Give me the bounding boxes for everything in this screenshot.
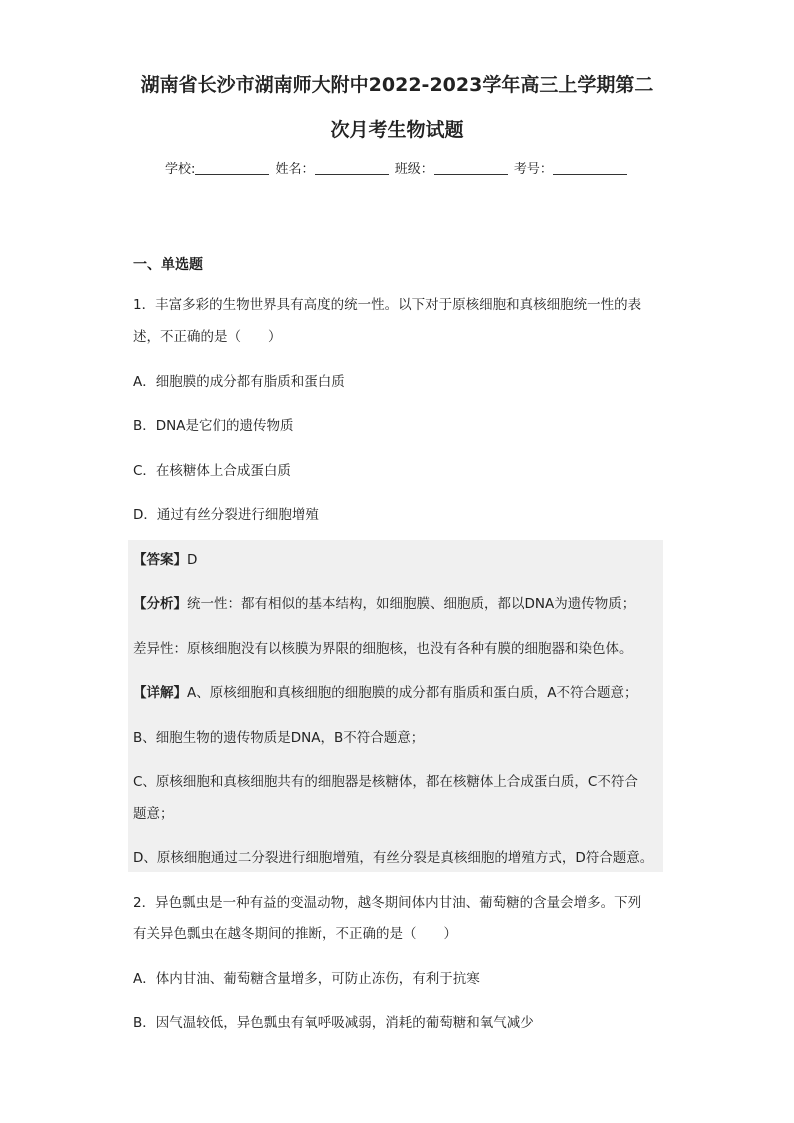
answer-explanation-box <box>128 540 663 872</box>
q1-detail-line-3: C、原核细胞和真核细胞共有的细胞器是核糖体，都在核糖体上合成蛋白质，C不符合 <box>133 774 638 790</box>
school-label: 学校: <box>165 162 196 177</box>
exam-number-blank[interactable] <box>553 162 627 175</box>
q1-option-c: C．在核糖体上合成蛋白质 <box>133 463 291 479</box>
q2-stem-line-1: 2．异色瓢虫是一种有益的变温动物，越冬期间体内甘油、葡萄糖的含量会增多。下列 <box>133 895 642 911</box>
name-label: 姓名： <box>275 162 315 177</box>
answer-value: D <box>187 552 198 568</box>
detail-tag: 【详解】 <box>133 685 187 701</box>
q2-stem-line-2: 有关异色瓢虫在越冬期间的推断，不正确的是（ ） <box>133 926 457 942</box>
q1-stem-line-2: 述，不正确的是（ ） <box>133 329 282 345</box>
class-blank[interactable] <box>434 162 508 175</box>
student-info-row <box>165 158 629 177</box>
q2-option-b: B．因气温较低，异色瓢虫有氧呼吸减弱，消耗的葡萄糖和氧气减少 <box>133 1015 534 1031</box>
exam-number-label: 考号： <box>513 162 553 177</box>
q1-detail-line-4: 题意； <box>133 806 174 822</box>
q1-answer-line <box>133 548 197 568</box>
q1-analysis-line-2: 差异性：原核细胞没有以核膜为界限的细胞核，也没有各种有膜的细胞器和染色体。 <box>133 641 633 657</box>
answer-tag: 【答案】 <box>133 552 187 568</box>
section-heading: 一、单选题 <box>133 257 203 273</box>
q1-stem-line-1: 1．丰富多彩的生物世界具有高度的统一性。以下对于原核细胞和真核细胞统一性的表 <box>133 297 642 313</box>
q1-option-d: D．通过有丝分裂进行细胞增殖 <box>133 507 319 523</box>
q1-detail-line-2: B、细胞生物的遗传物质是DNA，B不符合题意； <box>133 730 425 746</box>
q2-option-a: A．体内甘油、葡萄糖含量增多，可防止冻伤，有利于抗寒 <box>133 971 480 987</box>
detail-text-1: A、原核细胞和真核细胞的细胞膜的成分都有脂质和蛋白质，A不符合题意； <box>187 685 638 701</box>
analysis-text-1: 统一性：都有相似的基本结构，如细胞膜、细胞质，都以DNA为遗传物质； <box>187 596 636 612</box>
analysis-tag: 【分析】 <box>133 596 187 612</box>
q1-option-a: A．细胞膜的成分都有脂质和蛋白质 <box>133 374 345 390</box>
q1-detail-line-5: D、原核细胞通过二分裂进行细胞增殖，有丝分裂是真核细胞的增殖方式，D符合题意。 <box>133 850 654 866</box>
name-blank[interactable] <box>315 162 389 175</box>
school-blank[interactable] <box>195 162 269 175</box>
q1-detail-line-1 <box>133 681 637 701</box>
title-line-1: 湖南省长沙市湖南师大附中2022-2023学年高三上学期第二 <box>140 74 654 96</box>
class-label: 班级： <box>394 162 434 177</box>
q1-analysis-line-1 <box>133 592 635 612</box>
q1-option-b: B．DNA是它们的遗传物质 <box>133 418 294 434</box>
title-line-2: 次月考生物试题 <box>330 119 464 141</box>
